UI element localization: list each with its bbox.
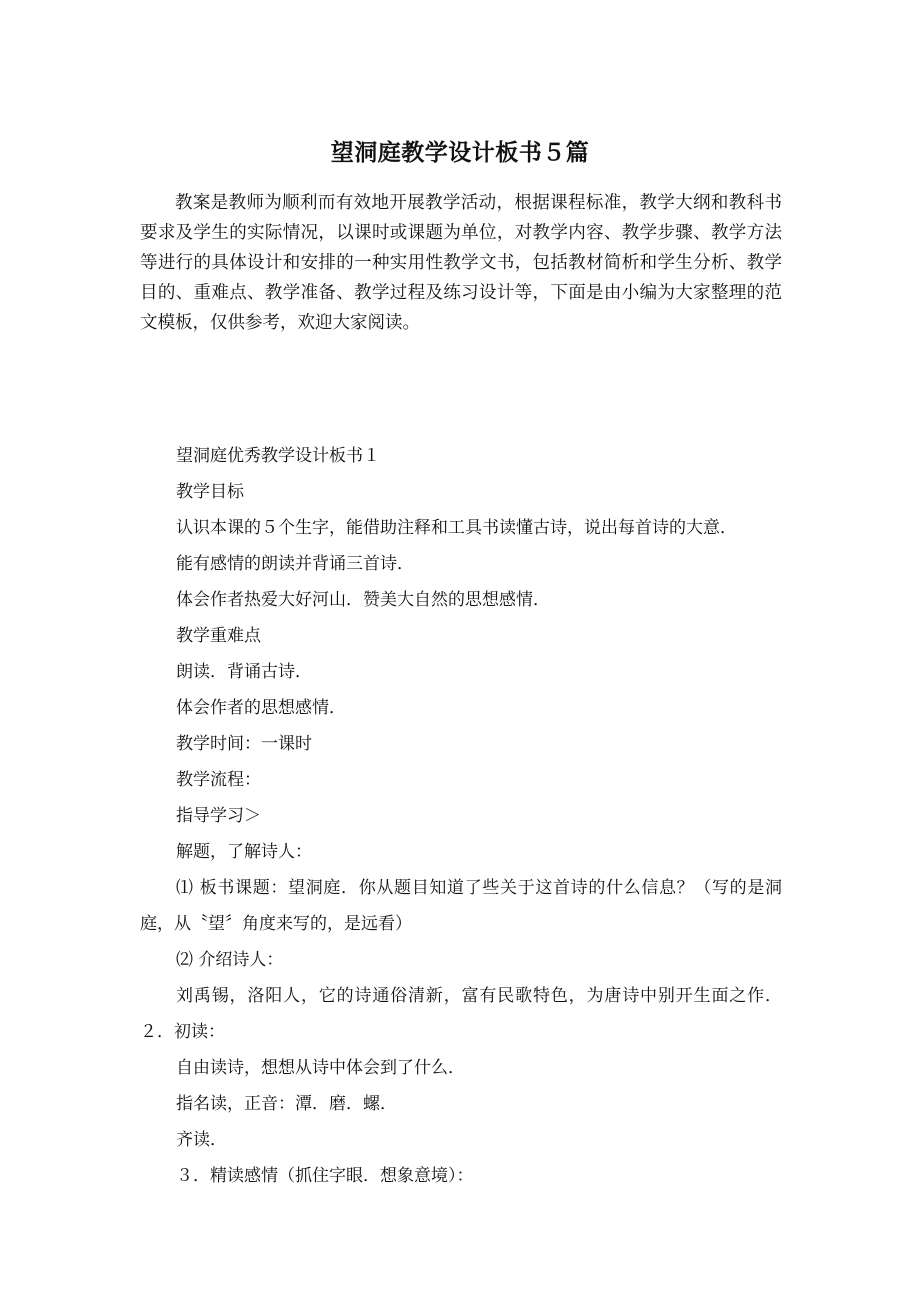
document-title: 望洞庭教学设计板书５篇 (330, 139, 590, 166)
body-line: ⑵ 介绍诗人： (176, 950, 284, 970)
body-line: 齐读． (176, 1130, 227, 1150)
section-heading: 望洞庭优秀教学设计板书１ (176, 446, 380, 466)
body-line: 体会作者的思想感情． (176, 698, 346, 718)
body-paragraph: 刘禹锡，洛阳人，它的诗通俗清新，富有民歌特色，为唐诗中别开生面之作．２．初读： (140, 986, 782, 1042)
subheading-key-points: 教学重难点 (176, 626, 261, 646)
body-line: 认识本课的５个生字，能借助注释和工具书读懂古诗，说出每首诗的大意． (176, 518, 737, 538)
body-paragraph: ⑴ 板书课题：望洞庭．你从题目知道了些关于这首诗的什么信息？（写的是洞庭，从〝望〞角度来写的，是远看） (140, 878, 782, 934)
document-body (140, 438, 782, 1194)
body-line: ３．精读感情（抓住字眼．想象意境）： (176, 1166, 474, 1186)
subheading-objectives: 教学目标 (176, 482, 244, 502)
body-line: 自由读诗，想想从诗中体会到了什么． (176, 1058, 465, 1078)
intro-paragraph: 教案是教师为顺利而有效地开展教学活动，根据课程标准，教学大纲和教科书要求及学生的实际情况，以课时或课题为单位，对教学内容、教学步骤、教学方法等进行的具体设计和安排的一种实用性教学文书，包括教材简析和学生分析、教学目的、重难点、教学准备、教学过程及练习设计等，下面是由小编为大家整理的范文模板，仅供参考，欢迎大家阅读。 (140, 193, 782, 333)
body-line: 体会作者热爱大好河山．赞美大自然的思想感情． (176, 590, 550, 610)
body-line: 指名读，正音：潭．磨．螺． (176, 1094, 397, 1114)
body-line: 解题，了解诗人： (176, 842, 312, 862)
body-line: 指导学习＞ (176, 806, 261, 826)
body-line: 教学时间：一课时 (176, 734, 312, 754)
body-line: 教学流程： (176, 770, 261, 790)
body-line: 朗读．背诵古诗． (176, 662, 312, 682)
body-line: 能有感情的朗读并背诵三首诗． (176, 554, 414, 574)
